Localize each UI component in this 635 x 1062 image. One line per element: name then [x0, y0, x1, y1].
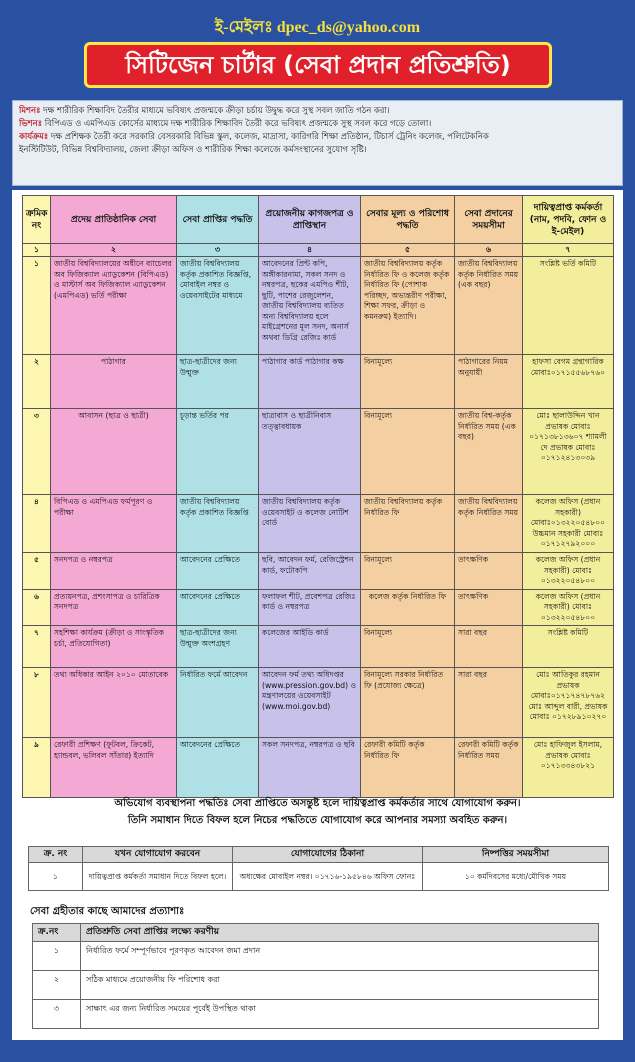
contact-when: দায়িত্বপ্রাপ্ত কর্মকর্তা সমাধান দিতে বিফল হলে। [83, 863, 233, 891]
row-serial: ৮ [23, 668, 51, 738]
row-service: তথ্য অধিকার আইন ২০১০ মোতাবেক [51, 668, 177, 738]
expectation-serial: ৩ [33, 1000, 81, 1029]
column-number: ৬ [455, 244, 523, 257]
table-row [23, 738, 614, 798]
row-method: জাতীয় বিশ্ববিদ্যালয় কর্তৃক প্রকাশিত বিজ্ঞপ্তি, মোবাইল নম্বর ও ওয়েবসাইটের মাধ্যমে [177, 257, 259, 355]
row-fee: বিনামূল্যে সরকার নির্ধারিত ফি (প্রযোজ্য ক্ষেত্রে) [361, 668, 455, 738]
row-serial: ৯ [23, 738, 51, 798]
row-time: জাতীয় বিশ্ববিদ্যালয় কর্তৃক নির্ধারিত সময় (এক বছর) [455, 257, 523, 355]
header-time: সেবা প্রদানের সময়সীমা [455, 196, 523, 244]
contact-header-when: যখন যোগাযোগ করবেন [83, 847, 233, 863]
charter-header-row [23, 196, 614, 244]
list-item [33, 942, 599, 971]
contact-header-serial: ক্র. নং [29, 847, 83, 863]
expectation-header-serial: ক্র.নং [33, 924, 81, 942]
complaint-line-2: তিনি সমাধান দিতে বিফল হলে নিচের পদ্ধতিতে যোগাযোগ করে আপনার সমস্যা অবহিত করুন। [127, 815, 508, 826]
row-docs: ফলাফল শীট, প্রবেশপত্র রেজিঃ কার্ড ও নম্বরপত্র [259, 589, 361, 626]
contact-header-address: যোগাযোগের ঠিকানা [233, 847, 423, 863]
table-row [23, 553, 614, 590]
row-method: ছাত্র-ছাত্রীদের জন্য উন্মুক্ত অংশগ্রহণ [177, 626, 259, 668]
row-fee: কলেজ কর্তৃক নির্ধারিত ফি [361, 589, 455, 626]
header-service: প্রদেয় প্রাতিষ্ঠানিক সেবা [51, 196, 177, 244]
row-time: জাতীয় বিশ্ব-কর্তৃক নির্ধারিত সময় (এক বছর) [455, 409, 523, 495]
list-item [33, 1000, 599, 1029]
intro-panel [12, 100, 623, 186]
row-method: জাতীয় বিশ্ববিদ্যালয় কর্তৃক প্রকাশিত বিজ্ঞপ্তি [177, 495, 259, 553]
contact-table [28, 846, 609, 891]
row-service: সহশিক্ষা কার্যক্রম (ক্রীড়া ও সাংস্কৃতিক চর্চা, প্রতিযোগিতা) [51, 626, 177, 668]
table-row [23, 668, 614, 738]
row-officer: কলেজ অফিস (প্রধান সহকারী) মোবাঃ ০১৩২২০৫৪৮০০ [523, 553, 614, 590]
expectation-title: সেবা গ্রহীতার কাছে আমাদের প্রত্যাশাঃ [30, 906, 185, 917]
contact-deadline: ১০ কর্মদিবসের মধ্যে/মৌখিক সময় [423, 863, 609, 891]
contact-row [29, 863, 609, 891]
row-time: সারা বছর [455, 668, 523, 738]
contact-header-row [29, 847, 609, 863]
row-officer: হাফসা বেগম গ্রন্থাগারিক মোবাঃ০১৭১৫৫৬৮৭৬০ [523, 355, 614, 409]
row-service: জাতীয় বিশ্ববিদ্যালয়ের অধীনে ব্যাচেলর অব ফিজিক্যাল এ্যাডুকেশন (বিপিএড) ও মাস্টার্স অব ফিজিক্যাল এ্যাডুকেশন (এমপিএড) ভর্তি পরীক্ষা [51, 257, 177, 355]
row-service: আবাসন (ছাত্র ও ছাত্রী) [51, 409, 177, 495]
row-docs: জাতীয় বিশ্ববিদ্যালয় কর্তৃক ওয়েবসাইট ও কলেজ নোটিশ বোর্ড [259, 495, 361, 553]
column-number: ৩ [177, 244, 259, 257]
vision-line [19, 117, 616, 130]
row-service: প্রত্যয়নপত্র, প্রশংসাপত্র ও চারিত্রিক সনদপত্র [51, 589, 177, 626]
contact-address: অধ্যক্ষের মোবাইল নম্বর। ০১৭১৬-১৯৫৮৪৬ অফিস ফোনঃ [233, 863, 423, 891]
expectation-text: নির্ধারিত ফর্মে সম্পূর্ণভাবে পূরণকৃত আবেদন জমা প্রদান [81, 942, 599, 971]
expectation-serial: ১ [33, 942, 81, 971]
table-row [23, 626, 614, 668]
vision-text: বিপিএড ও এমপিএড কোর্সের মাধ্যমে দক্ষ শারীরিক শিক্ষাবিদ তৈরী করে ভবিষ্যৎ প্রজন্মকে সুস্থ সবল করে গড়ে তোলা। [44, 118, 432, 128]
main-panel [12, 190, 623, 1040]
row-time: তাৎক্ষণিক [455, 589, 523, 626]
row-fee: রেফারী কমিটি কর্তৃক নির্ধারিত ফি [361, 738, 455, 798]
row-docs: আবেদনের প্রিন্ট কপি, অঙ্গীকারনামা, সকল সনদ ও নম্বরপত্র, ছকের এমপিও শীট, ছুটি, পাশের রেজুলেশন, জাতীয় বিশ্ববিদ্যালয় ব্যতিত অন্য বিশ্ববিদ্যালয় হলে মাইগ্রেশনের মূল সনদ, অনার্স অথবা ডিগ্রি রেজিঃ কার্ড [259, 257, 361, 355]
table-row [23, 495, 614, 553]
row-serial: ৪ [23, 495, 51, 553]
row-service: পাঠাগার [51, 355, 177, 409]
row-serial: ২ [23, 355, 51, 409]
row-time: তাৎক্ষণিক [455, 553, 523, 590]
row-fee: বিনামূল্যে [361, 553, 455, 590]
row-fee: জাতীয় বিশ্ববিদ্যালয় কর্তৃক নির্ধারিত ফি [361, 495, 455, 553]
row-docs: আবেদন ফর্ম তথ্য অধিদপ্তর (www.pression.gov.bd) ও মন্ত্রণালয়ের ওয়েবসাইট (www.moi.gov.bd) [259, 668, 361, 738]
contact-header-deadline: নিষ্পত্তির সময়সীমা [423, 847, 609, 863]
row-service: সনদপত্র ও নম্বরপত্র [51, 553, 177, 590]
expectation-text: সঠিক মাধ্যমে প্রয়োজনীয় ফি পরিশোধ করা [81, 971, 599, 1000]
complaint-line-1: অভিযোগ ব্যবস্থাপনা পদ্ধতিঃ সেবা প্রাপ্তিতে অসন্তুষ্ট হলে দায়িত্বপ্রাপ্ত কর্মকর্তার সাথে যোগাযোগ করুন। [114, 798, 521, 809]
charter-table [22, 195, 614, 798]
activity-line [19, 130, 616, 143]
expectation-table [32, 923, 599, 1029]
vision-label: ভিশনঃ [19, 118, 43, 128]
row-serial: ৭ [23, 626, 51, 668]
row-officer: মোঃ আতিকুর রহমান প্রভাষক মোবাঃ০১৭১৭৪৭৮৭৬২ মোঃ আব্দুল বারী, প্রভাষক মোবাঃ ০১৭২৮৯১০২৭০ [523, 668, 614, 738]
row-officer: কলেজ অফিস (প্রধান সহকারী) মোবাঃ০১৩২২০৫৪৮০০ উচ্চমান সহকারী মোবাঃ ০১৭১২৭৯২০০০ [523, 495, 614, 553]
row-method: আবেদনের প্রেক্ষিতে [177, 589, 259, 626]
row-serial: ৩ [23, 409, 51, 495]
row-service: বিপিএড ও এমপিএড ফর্মপূরণ ও পরীক্ষা [51, 495, 177, 553]
column-number: ৫ [361, 244, 455, 257]
table-row [23, 355, 614, 409]
table-row [23, 589, 614, 626]
row-officer: সংশ্লিষ্ট ভর্তি কমিটি [523, 257, 614, 355]
column-number: ৭ [523, 244, 614, 257]
header-officer: দায়িত্বপ্রাপ্ত কর্মকর্তা (নাম, পদবি, ফোন ও ই-মেইল) [523, 196, 614, 244]
row-time: সারা বছর [455, 626, 523, 668]
row-fee: বিনামূল্যে [361, 626, 455, 668]
row-officer: মোঃ ছালাউদ্দিন খান প্রভাষক মোবাঃ ০১৭১৩৮১৩৬০৭ শ্যামলী দে প্রভাষক মোবাঃ ০১৭১২৪১৩০৩৯ [523, 409, 614, 495]
mission-line [19, 104, 616, 117]
row-time: জাতীয় বিশ্ববিদ্যালয় কর্তৃক নির্ধারিত সময় [455, 495, 523, 553]
expectation-serial: ২ [33, 971, 81, 1000]
page-title: সিটিজেন চার্টার (সেবা প্রদান প্রতিশ্রুতি) [84, 42, 552, 88]
row-method: ছাত্র-ছাত্রীদের জন্য উন্মুক্ত [177, 355, 259, 409]
header-docs: প্রয়োজনীয় কাগজপত্র ও প্রাপ্তিস্থান [259, 196, 361, 244]
column-number: ৪ [259, 244, 361, 257]
row-service: রেফারী প্রশিক্ষণ (ফুটবল, ক্রিকেট, হ্যান্ডবল, ভলিবল সাঁতার) ইত্যাদি [51, 738, 177, 798]
header-fee: সেবার মূল্য ও পরিশোধ পদ্ধতি [361, 196, 455, 244]
row-fee: বিনামূল্যে [361, 409, 455, 495]
complaint-section [12, 795, 623, 829]
column-number: ১ [23, 244, 51, 257]
header-method: সেবা প্রাপ্তির পদ্ধতি [177, 196, 259, 244]
row-method: আবেদনের প্রেক্ষিতে [177, 738, 259, 798]
row-method: আবেদনের প্রেক্ষিতে [177, 553, 259, 590]
row-docs: কলেজের আইডি কার্ড [259, 626, 361, 668]
activity-text-2: ইনস্টিটিউট, বিভিন্ন বিশ্ববিদ্যালয়, জেলা ক্রীড়া অফিস ও শারীরিক শিক্ষা কলেজে কর্মসংস্থানের সুযোগ সৃষ্টি। [19, 144, 367, 154]
row-officer: সংশ্লিষ্ট কমিটি [523, 626, 614, 668]
activity-label: কার্যক্রমঃ [19, 131, 49, 141]
row-officer: কলেজ অফিস (প্রধান সহকারী) মোবাঃ ০১৩২২০৫৪৮০০ [523, 589, 614, 626]
row-time: পাঠাগারের নিয়ম অনুযায়ী [455, 355, 523, 409]
contact-serial: ১ [29, 863, 83, 891]
mission-label: মিশনঃ [19, 105, 41, 115]
row-docs: ছবি, আবেদন ফর্ম, রেজিস্ট্রেশন কার্ড, ফটোকপি [259, 553, 361, 590]
row-serial: ৫ [23, 553, 51, 590]
row-method: চূড়ান্ত ভর্তির পর [177, 409, 259, 495]
row-fee: বিনামূল্যে [361, 355, 455, 409]
row-docs: পাঠাগার কার্ড পাঠাগার কক্ষ [259, 355, 361, 409]
row-officer: মোঃ হাফিজুল ইসলাম, প্রভাষক মোবাঃ ০১৭১৩৩৪৩৮২১ [523, 738, 614, 798]
column-number: ২ [51, 244, 177, 257]
expectation-text: সাক্ষাৎ এর জন্য নির্ধারিত সময়ের পূর্বেই উপস্থিত থাকা [81, 1000, 599, 1029]
table-row [23, 257, 614, 355]
activity-text-1: দক্ষ প্রশিক্ষক তৈরী করে সরকারি বেসরকারি বিভিন্ন স্কুল, কলেজ, মাদ্রাসা, কারিগরি শিক্ষা প্রতিষ্ঠান, টিচার্স ট্রেনিং কলেজ, পলিটেকনিক [50, 131, 489, 141]
header-serial: ক্রমিক নং [23, 196, 51, 244]
list-item [33, 971, 599, 1000]
row-serial: ৬ [23, 589, 51, 626]
row-time: রেফারী কমিটি কর্তৃক নির্ধারিত সময় [455, 738, 523, 798]
mission-text: দক্ষ শারীরিক শিক্ষাবিদ তৈরীর মাধ্যমে ভবিষ্যৎ প্রজন্মকে ক্রীড়া চর্চায় উদ্বুদ্ধ করে সুস্থ সবল জাতি গঠন করা। [43, 105, 390, 115]
table-row [23, 409, 614, 495]
expectation-header-text: প্রতিশ্রুতি সেবা প্রাপ্তির লক্ষ্যে করণীয় [81, 924, 599, 942]
row-docs: ছাত্রাবাস ও ছাত্রীনিবাস তত্ত্বাবধায়ক [259, 409, 361, 495]
expectation-header-row [33, 924, 599, 942]
row-method: নির্ধারিত ফর্মে আবেদন [177, 668, 259, 738]
header-email: ই-মেইলঃ dpec_ds@yahoo.com [214, 19, 421, 36]
row-docs: সকল সনদপত্র, নম্বরপত্র ও ছবি [259, 738, 361, 798]
row-serial: ১ [23, 257, 51, 355]
activity-line-2 [19, 143, 616, 156]
row-fee: জাতীয় বিশ্ববিদ্যালয় কর্তৃক নির্ধারিত ফি ও কলেজ কর্তৃক নির্ধারিত ফি (পোশাক পরিচ্ছদ, অভ্যন্তরীণ পরীক্ষা, শিক্ষা সফর, ক্রীড়া ও কমনরুম) ইত্যাদি। [361, 257, 455, 355]
column-number-row [23, 244, 614, 257]
